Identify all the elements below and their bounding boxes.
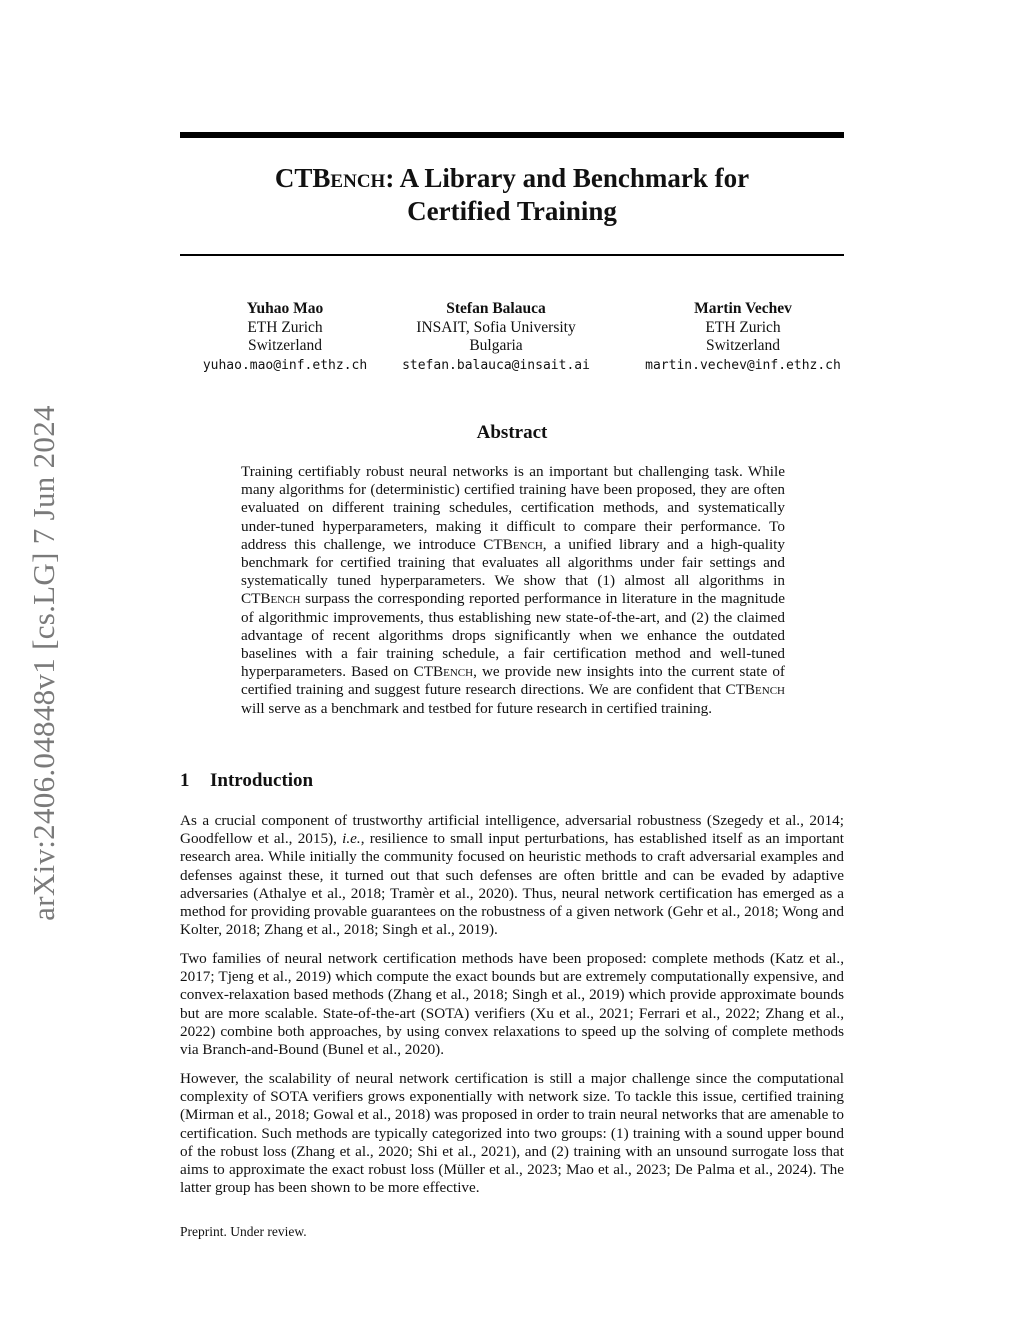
author-affiliation: ETH Zurich [705, 318, 781, 336]
paper-title [180, 162, 844, 228]
paragraph-text: , resilience to small input perturbations, has established itself as an important research area. While initially the community focused on heuristic methods to craft adversarial examples and defenses against these, it turned out that such defenses are often brittle and can be evaded by adaptive adversaries (Athalye et al., 2018; Tramèr et al., 2020). Thus, neural network certification has emerged as a method for providing provable guarantees on the robustness of a given network (Gehr et al., 2018; Wong and Kolter, 2018; Zhang et al., 2018; Singh et al., 2019). [180, 830, 845, 939]
abstract-text: Training certifiably robust neural networks is an important but challenging task. While many algorithms for (deterministic) certified training have been proposed, they are often evaluated on different training schedules, certification methods, and systematically under-tuned hyperparameters, making it difficult to compare their performance. To address this challenge, we introduce [241, 463, 785, 553]
ctbench-ct: CT [725, 681, 745, 699]
author-name: Stefan Balauca [446, 300, 546, 317]
abstract-body [241, 463, 785, 718]
footer-note: Preprint. Under review. [180, 1224, 307, 1239]
paragraph-text: As a crucial component of trustworthy artificial intelligence, adversarial robustness (Szegedy et al., 2014; Goodfellow et al., 2015), [180, 812, 844, 848]
author-email[interactable]: martin.vechev@inf.ethz.ch [645, 357, 841, 373]
section-number: 1 [180, 770, 190, 791]
title-rest: : A Library and Benchmark for [385, 163, 750, 193]
intro-paragraph-1 [180, 812, 844, 939]
author-name: Martin Vechev [694, 300, 792, 317]
author-email[interactable]: stefan.balauca@insait.ai [402, 357, 590, 373]
author-3 [623, 300, 863, 375]
author-country: Switzerland [247, 337, 323, 354]
section-heading-introduction [180, 770, 313, 792]
ctbench-ct: CT [241, 590, 261, 608]
title-ct: CT [274, 163, 313, 193]
ctbench-bench: Bench [744, 681, 785, 699]
author-country: Bulgaria [469, 337, 523, 354]
author-block [180, 300, 844, 380]
author-name: Yuhao Mao [246, 300, 324, 317]
title-bottom-rule [180, 254, 844, 256]
author-email[interactable]: yuhao.mao@inf.ethz.ch [202, 357, 368, 373]
section-title: Introduction [210, 770, 314, 791]
abstract-text: surpass the corresponding reported performance in literature in the magnitude of algorithmic improvements, thus establishing new state-of-the-art, and (2) the claimed advantage of recent algorithms drops significantly when we enhance the outdated baselines with a fair training schedule, a fair certification method and well-tuned hyperparameters. Based on [241, 590, 785, 681]
ctbench-ct: CT [413, 663, 433, 681]
ctbench-ct: CT [483, 535, 503, 553]
author-affiliation: INSAIT, Sofia University [416, 318, 576, 336]
author-country: Switzerland [705, 337, 781, 354]
abstract-text: , a unified library and a high-quality benchmark for certified training that evaluates all algorithms under fair settings and systematically tuned hyperparameters. We show that (1) almost all algorithms in [241, 535, 785, 590]
abstract-text: , we provide new insights into the current state of certified training and suggest future research directions. We are confident that [241, 663, 785, 699]
intro-paragraph-3: However, the scalability of neural network certification is still a major challenge since the computational complexity of SOTA verifiers grows exponentially with network size. To tackle this issue, certified training (Mirman et al., 2018; Gowal et al., 2018) was proposed in order to train neural networks that are amenable to certification. Such methods are typically categorized into two groups: (1) training with a sound upper bound of the robust loss (Zhang et al., 2020; Shi et al., 2021), and (2) training with an unsound surrogate loss that aims to approximate the exact robust loss (Müller et al., 2023; Mao et al., 2023; De Palma et al., 2024). The latter group has been shown to be more effective. [180, 1070, 844, 1197]
title-top-rule [180, 132, 844, 138]
intro-paragraph-2: Two families of neural network certification methods have been proposed: complete methods (Katz et al., 2017; Tjeng et al., 2019) which compute the exact bounds but are extremely computationally expensive, and convex-relaxation based methods (Zhang et al., 2018; Singh et al., 2019) which provide approximate bounds but are more scalable. State-of-the-art (SOTA) verifiers (Xu et al., 2021; Ferrari et al., 2022; Zhang et al., 2022) combine both approaches, by using convex relaxations to speed up the solving of complete methods via Branch-and-Bound (Bunel et al., 2020). [180, 950, 844, 1059]
abstract-text: will serve as a benchmark and testbed for future research in certified training. [241, 699, 713, 717]
abstract-heading: Abstract [476, 422, 548, 443]
ie-abbreviation: i.e. [342, 830, 361, 848]
ctbench-bench: Bench [502, 535, 543, 553]
author-1 [165, 300, 405, 375]
author-affiliation: ETH Zurich [247, 318, 323, 336]
title-bench: Bench [312, 163, 386, 193]
title-line2: Certified Training [407, 196, 617, 226]
ctbench-bench: Bench [432, 663, 474, 681]
ctbench-bench: Bench [260, 590, 301, 608]
author-2 [376, 300, 616, 375]
arxiv-identifier-stamp: arXiv:2406.04848v1 [cs.LG] 7 Jun 2024 [26, 405, 61, 921]
